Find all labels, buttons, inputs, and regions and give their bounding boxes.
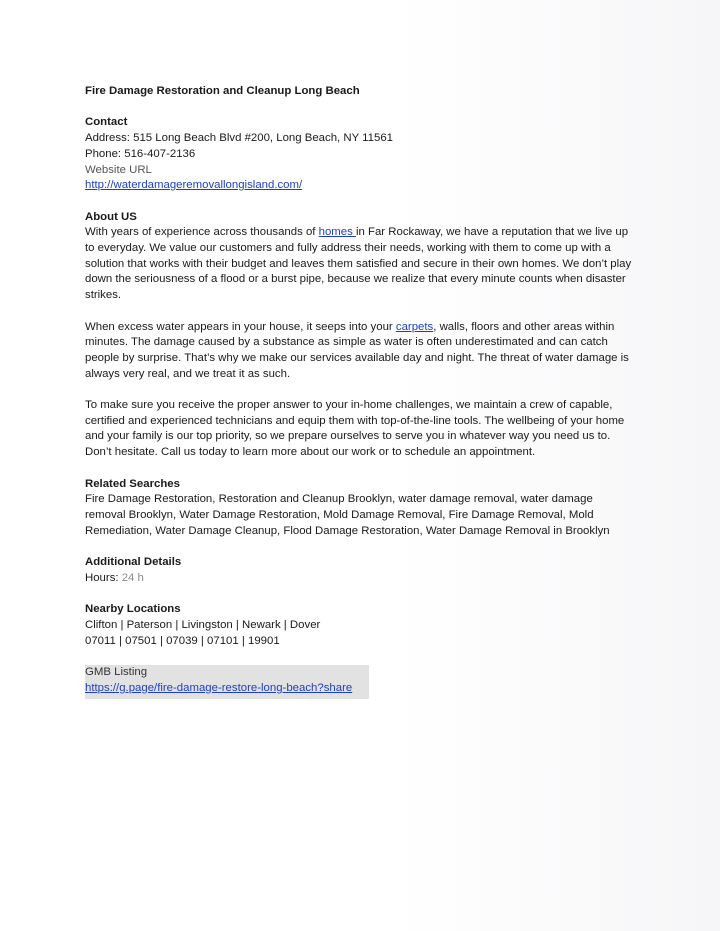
about-p2-text-start: When excess water appears in your house, it seeps into your xyxy=(85,320,396,333)
about-p1-text-start: With years of experience across thousands of xyxy=(85,226,319,239)
about-heading: About US xyxy=(85,210,137,223)
nearby-zips: 07011 | 07501 | 07039 | 07101 | 19901 xyxy=(85,634,280,647)
additional-details-section xyxy=(85,555,635,586)
contact-heading: Contact xyxy=(85,116,128,129)
nearby-locations-section xyxy=(85,602,635,649)
website-link[interactable]: http://waterdamageremovallongisland.com/ xyxy=(85,179,303,192)
hours-line xyxy=(85,571,635,587)
related-searches-text: Fire Damage Restoration, Restoration and Cleanup Brooklyn, water damage removal, water damage removal Brooklyn, Water Damage Restoration, Mold Damage Removal, Fire Damage Removal, Mold Remediation, Water Damage Cleanup, Flood Damage Restoration, Water Damage Removal in Brooklyn xyxy=(85,493,610,537)
hours-value: 24 h xyxy=(118,571,144,584)
related-searches-section xyxy=(85,477,635,540)
about-section xyxy=(85,210,635,304)
gmb-listing-link[interactable]: https://g.page/fire-damage-restore-long-beach?share xyxy=(85,681,353,694)
page-title: Fire Damage Restoration and Cleanup Long Beach xyxy=(85,85,360,97)
homes-link[interactable]: homes xyxy=(318,226,356,239)
about-paragraph-2-block xyxy=(85,320,635,383)
nearby-locations-heading: Nearby Locations xyxy=(85,603,181,616)
about-p2-text-end: , walls, floors and other areas within minutes. The damage caused by a substance as simple as water is often underestimated and can catch people by surprise. That’s why we make our services available day and night. The threat of water damage is always very real, and we treat it as such. xyxy=(85,320,629,380)
about-paragraph-3-block xyxy=(85,398,635,461)
additional-details-heading: Additional Details xyxy=(85,556,182,568)
related-searches-heading: Related Searches xyxy=(85,477,180,490)
carpets-link[interactable]: carpets xyxy=(395,320,434,333)
hours-label: Hours: xyxy=(85,571,119,584)
nearby-cities: Clifton | Paterson | Livingston | Newark | Dover xyxy=(85,618,321,631)
gmb-listing-box xyxy=(85,665,369,699)
phone-text: Phone: 516-407-2136 xyxy=(85,147,196,160)
about-paragraph-3: To make sure you receive the proper answer to your in-home challenges, we maintain a crew of capable, certified and experienced technicians and equip them with top-of-the-line tools. The wellbeing of your home and your family is our top priority, so we prepare ourselves to serve you in whatever way you need us to. Don’t hesitate. Call us today to learn more about our work or to schedule an appointment. xyxy=(85,399,625,459)
address-text: Address: 515 Long Beach Blvd #200, Long Beach, NY 11561 xyxy=(85,132,393,145)
about-paragraph-1 xyxy=(85,225,635,304)
contact-section xyxy=(85,115,635,194)
gmb-listing-label: GMB Listing xyxy=(85,665,148,678)
about-p1-text-end: in Far Rockaway, we have a reputation that we live up to everyday. We value our customers and fully address their needs, working with them to come up with a solution that works with their budget and leaves them satisfied and secure in their own homes. We don’t play down the seriousness of a flood or a burst pipe, because we realize that every minute counts when disaster strikes. xyxy=(85,226,632,302)
document-content xyxy=(85,84,635,699)
website-label: Website URL xyxy=(85,163,152,176)
about-paragraph-2 xyxy=(85,320,635,383)
